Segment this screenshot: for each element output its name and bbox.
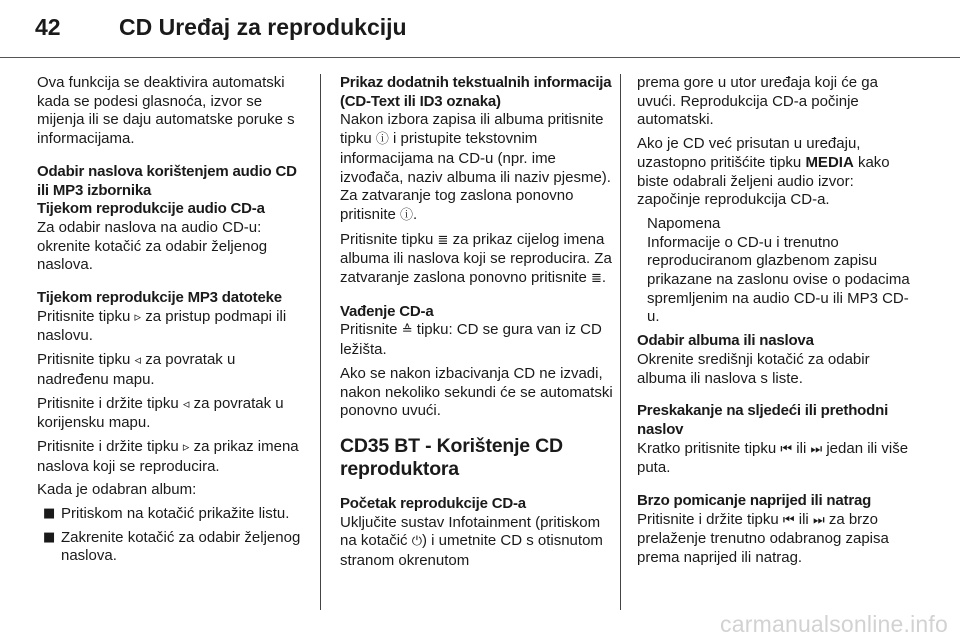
section-heading: Odabir albuma ili naslova <box>637 332 814 350</box>
menu-icon: ≣ <box>437 232 449 248</box>
paragraph: Pritisnite i držite tipku ▹ za prikaz imena naslova koji se reproducira. <box>37 437 299 475</box>
sub-heading: Tijekom reprodukcije MP3 datoteke <box>37 289 282 307</box>
triangle-left-icon: ◃ <box>134 353 142 369</box>
paragraph: Kada je odabran album: <box>37 481 197 499</box>
paragraph: Uključite sustav Infotainment (pritiskom na kotačić ⏻) i umetnite CD s otisnutom stranom okrenutom <box>340 513 603 570</box>
section-title: CD35 BT - Korištenje CD reproduktora <box>340 434 563 480</box>
info-icon: ⓘ <box>375 132 389 148</box>
section-heading: Prikaz dodatnih tekstualnih informacija (CD-Text ili ID3 oznaka) <box>340 74 612 110</box>
paragraph: Pritisnite tipku ◃ za povratak u nadređenu mapu. <box>37 351 236 388</box>
power-icon: ⏻ <box>411 534 423 550</box>
paragraph: Ako se nakon izbacivanja CD ne izvadi, nakon nekoliko sekundi će se automatski ponovno uvući. <box>340 364 613 420</box>
paragraph: Pritisnite tipku ≣ za prikaz cijelog imena albuma ili naslova koji se reproducira. Za zatvaranje zaslona ponovno pritisnite ≣. <box>340 230 612 287</box>
paragraph: Okrenite središnji kotačić za odabir albuma ili naslova s liste. <box>637 350 870 387</box>
list-item: ■ Pritiskom na kotačić prikažite listu. <box>37 505 311 524</box>
section-heading: Odabir naslova korištenjem audio CD ili MP3 izbornika <box>37 162 297 199</box>
paragraph: Nakon izbora zapisa ili albuma pritisnite tipku ⓘ i pristupite tekstovnim informacijama na CD-u (npr. ime izvođača, naziv albuma ili naziv pjesme). Za zatvaranje tog zaslona ponovno pritisnite ⓘ. <box>340 111 611 223</box>
watermark: carmanualsonline.info <box>720 611 948 637</box>
section-heading: Brzo pomicanje naprijed ili natrag <box>637 492 872 510</box>
note-title: Napomena <box>647 214 721 232</box>
paragraph: Kratko pritisnite tipku ⏮ ili ⏭ jedan ili više puta. <box>637 439 909 477</box>
column-divider <box>320 74 321 610</box>
header-rule <box>0 57 960 58</box>
paragraph: Pritisnite ≙ tipku: CD se gura van iz CD ležišta. <box>340 321 602 359</box>
media-key-label: MEDIA <box>805 153 854 171</box>
bullet-icon: ■ <box>43 506 56 522</box>
paragraph: prema gore u utor uređaja koji će ga uvući. Reprodukcija CD-a počinje automatski. <box>637 74 878 129</box>
page-header <box>0 0 960 58</box>
paragraph: Pritisnite i držite tipku ◃ za povratak u korijensku mapu. <box>37 394 284 432</box>
paragraph: Pritisnite i držite tipku ⏮ ili ⏭ za brzo prelaženje trenutno odabranog zapisa prema naprijed ili natrag. <box>637 510 889 567</box>
info-icon: ⓘ <box>400 207 414 223</box>
note-box <box>637 215 917 327</box>
previous-track-icon: ⏮ <box>780 441 793 457</box>
column-2 <box>340 74 616 571</box>
paragraph: Ako je CD već prisutan u uređaju, uzastopno pritišćite tipku MEDIA kako biste odabrali željeni audio izvor: započinje reprodukcija CD-a. <box>637 135 890 209</box>
note-text: Informacije o CD-u i trenutno reproduciranom glazbenom zapisu prikazane na zaslonu ovise o podacima spremljenim na audio CD-u ili MP3 CD-u. <box>647 233 910 326</box>
column-1 <box>37 74 311 566</box>
menu-icon: ≣ <box>591 271 602 287</box>
eject-icon: ≙ <box>401 323 413 339</box>
page-number: 42 <box>35 14 61 40</box>
column-divider <box>620 74 621 610</box>
section-heading: Preskakanje na sljedeći ili prethodni naslov <box>637 402 889 438</box>
paragraph: Za odabir naslova na audio CD-u: okrenite kotačić za odabir željenog naslova. <box>37 218 268 274</box>
next-track-icon: ⏭ <box>812 512 825 528</box>
column-3 <box>637 74 917 568</box>
list-item: ■ Zakrenite kotačić za odabir željenog naslova. <box>37 529 311 566</box>
paragraph: Pritisnite tipku ▹ za pristup podmapi ili naslovu. <box>37 307 287 345</box>
triangle-right-icon: ▹ <box>182 439 190 455</box>
sub-heading: Tijekom reprodukcije audio CD-a <box>37 200 265 218</box>
previous-track-icon: ⏮ <box>782 512 795 528</box>
chapter-title: CD Uređaj za reprodukciju <box>119 14 407 40</box>
triangle-right-icon: ▹ <box>134 309 142 325</box>
bullet-icon: ■ <box>43 529 56 545</box>
section-heading: Početak reprodukcije CD-a <box>340 494 526 512</box>
intro-paragraph: Ova funkcija se deaktivira automatski kada se podesi glasnoća, izvor se mijenja ili se daju automatske poruke s informacijama. <box>37 74 295 148</box>
section-heading: Vađenje CD-a <box>340 302 434 320</box>
triangle-left-icon: ◃ <box>182 396 190 412</box>
next-track-icon: ⏭ <box>810 441 823 457</box>
